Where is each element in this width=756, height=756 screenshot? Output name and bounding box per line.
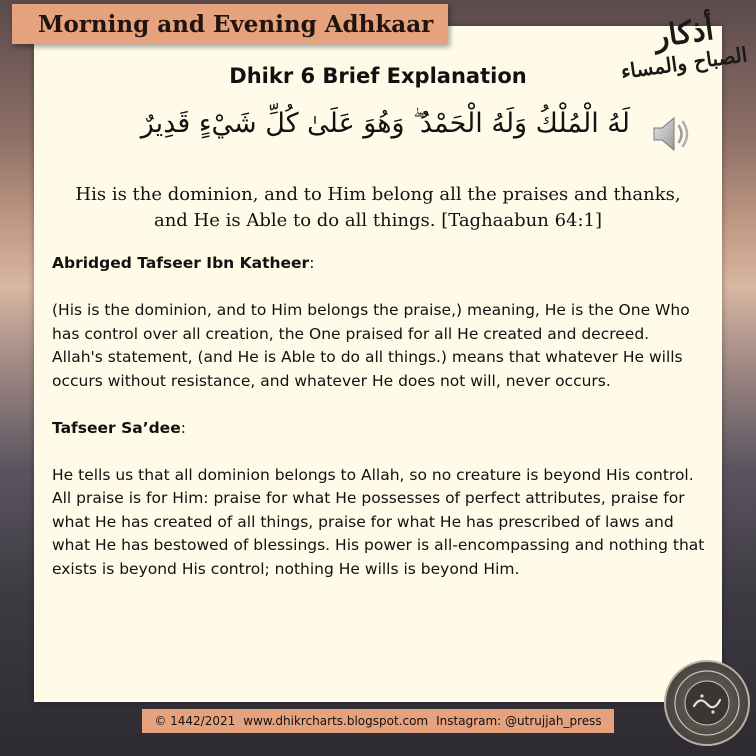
website-link[interactable]: www.dhikrcharts.blogspot.com xyxy=(243,714,429,728)
footer-bar xyxy=(142,709,614,733)
speaker-icon[interactable] xyxy=(650,114,696,154)
heading-colon: : xyxy=(309,254,315,272)
page-title: Dhikr 6 Brief Explanation xyxy=(229,64,527,88)
heading-colon: : xyxy=(180,418,186,437)
instagram-handle[interactable]: Instagram: @utrujjah_press xyxy=(436,714,602,728)
adhkaar-logo xyxy=(619,12,749,92)
tafseer-body xyxy=(52,252,712,581)
translation-line-2: and He is Able to do all things. [Taghaabun 64:1] xyxy=(153,210,603,231)
tafseer-ibn-katheer-heading: Abridged Tafseer Ibn Katheer xyxy=(52,254,310,272)
arabic-verse: لَهُ الْمُلْكُ وَلَهُ الْحَمْدُ ۖ وَهُوَ عَلَىٰ كُلِّ شَيْءٍ قَدِيرٌ xyxy=(140,108,630,139)
logo-line-1: أذكار xyxy=(651,12,716,55)
sadee-paragraph-1: He tells us that all dominion belongs to Allah, so no creature is beyond His control. All praise is for Him: praise for what He possesses of perfect attributes, praise for what He has created of all things, praise for what He has prescribed of laws and what He has bestowed of blessings. His power is all-encompassing and nothing that exists is beyond His control; nothing He wills is beyond Him. xyxy=(52,465,705,578)
ibn-katheer-paragraph-2: Allah's statement, (and He is Able to do all things.) means that whatever He wills occurs without resistance, and whatever He does not will, never occurs. xyxy=(52,348,683,390)
tafseer-sadee-heading: Tafseer Sa’dee xyxy=(52,418,181,437)
publisher-seal-icon xyxy=(664,660,750,746)
copyright-text: © 1442/2021 xyxy=(154,714,236,728)
translation-line-1: His is the dominion, and to Him belong all the praises and thanks, xyxy=(75,184,681,205)
banner-title-text: Morning and Evening Adhkaar xyxy=(38,10,434,38)
ibn-katheer-paragraph-1: (His is the dominion, and to Him belongs the praise,) meaning, He is the One Who has control over all creation, the One praised for all He created and decreed. xyxy=(52,301,690,343)
banner-title xyxy=(12,4,448,44)
logo-line-2: الصباح والمساء xyxy=(619,42,749,84)
verse-translation xyxy=(58,182,698,234)
